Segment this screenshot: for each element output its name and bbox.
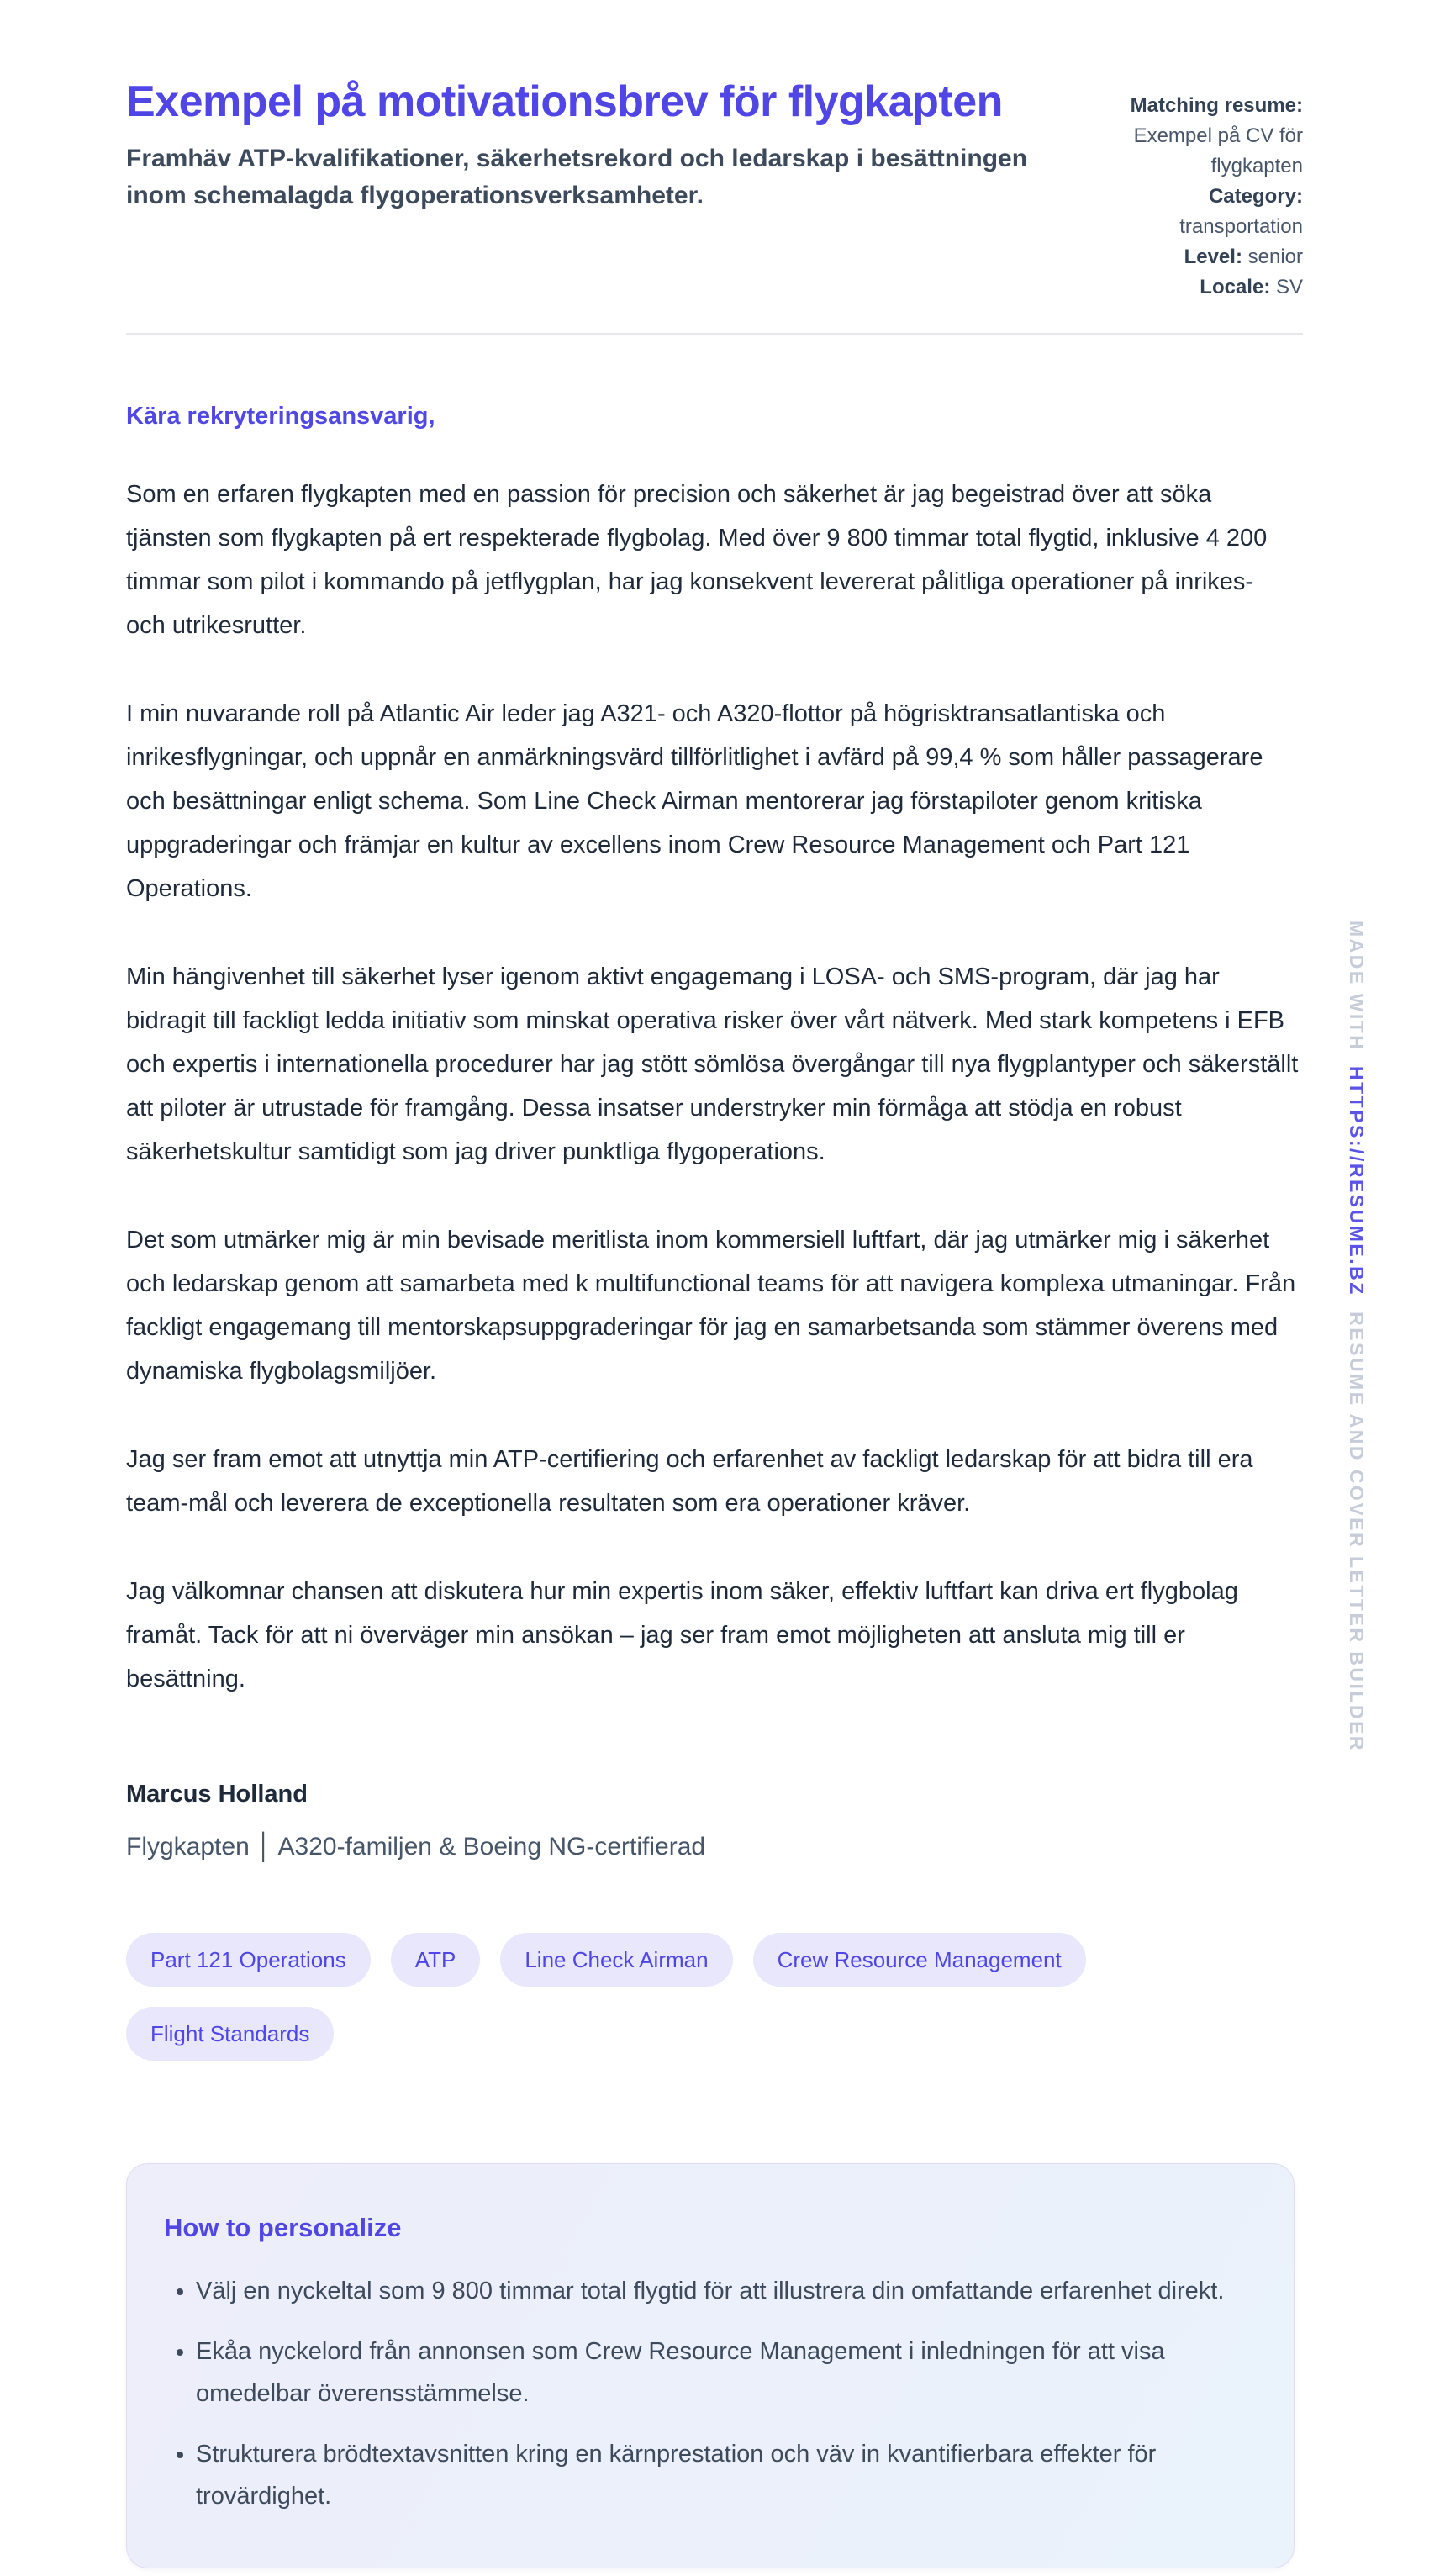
skill-tag: Flight Standards: [126, 2007, 334, 2061]
letter-paragraph-6: Jag välkomnar chansen att diskutera hur min expertis inom säker, effektiv luftfart kan driva ert flygbolag framåt. Tack för att ni överväger min ansökan – jag ser fram emot möjligheten att ansluta mig till er besättning.: [126, 1578, 1238, 1692]
personalize-bullet: • Strukturera brödtextavsnitten kring en kärnprestation och väv in kvantifierbara effekter för trovärdighet.: [196, 2433, 1253, 2517]
page-subtitle: Framhäv ATP-kvalifikationer, säkerhetsrekord och ledarskap i besättningen inom schemalagda flygoperationsverksamheter.: [126, 145, 1028, 209]
meta-level-value: senior: [1247, 245, 1303, 268]
page-title: Exempel på motivationsbrev för flygkapten: [126, 77, 1003, 126]
personalize-card: [126, 2163, 1295, 2568]
letter-paragraph-4: Det som utmärker mig är min bevisade meritlista inom kommersiell luftfart, där jag utmärker mig i säkerhet och ledarskap genom att samarbeta med k multifunctional teams för att navigera komplexa utmaningar. Från fackligt engagemang till mentorskapsuppgraderingar för jag en samarbetsanda som stämmer överens med dynamiska flygbolagsmiljöer.: [126, 1227, 1296, 1385]
header-divider: [126, 333, 1303, 335]
letter-paragraph-3: Min hängivenhet till säkerhet lyser igenom aktivt engagemang i LOSA- och SMS-program, där jag har bidragit till fackligt ledda initiativ som minskat operativa risker över vårt nätverk. Med stark kompetens i EFB och expertis i internationella procedurer har jag stött sömlösa övergångar till nya flygplantyper och säkerställt att piloter är utrustade för framgång. Dessa insatser understryker min förmåga att stödja en robust säkerhetskultur samtidigt som jag driver punktliga flygoperations.: [126, 963, 1299, 1165]
meta-matching-resume-label: Matching resume:: [1130, 94, 1303, 117]
watermark-link[interactable]: HTTPS://RESUME.BZ: [1346, 1066, 1368, 1297]
skill-tag: Part 121 Operations: [126, 1933, 371, 1987]
watermark-made-with: MADE WITH: [1346, 921, 1368, 1052]
meta-locale-row: [1041, 272, 1303, 303]
cover-letter-body: [126, 400, 1303, 1864]
signature-role: Flygkapten │ A320-familjen & Boeing NG-certifierad: [126, 1833, 706, 1861]
header: [126, 76, 1303, 303]
meta-level-label: Level:: [1184, 245, 1242, 268]
letter-paragraph-2: I min nuvarande roll på Atlantic Air leder jag A321- och A320-flottor på högrisktransatlantiska och inrikesflygningar, och uppnår en anmärkningsvärd tillförlitlighet i avfärd på 99,4 % som håller passagerare och besättningar enligt schema. Som Line Check Airman mentorerar jag förstapiloter genom kritiska uppgraderingar och främjar en kultur av excellens inom Crew Resource Management och Part 121 Operations.: [126, 700, 1263, 902]
skill-tag: Crew Resource Management: [753, 1933, 1086, 1987]
skill-tag: Line Check Airman: [500, 1933, 732, 1987]
meta-category-label: Category:: [1208, 185, 1303, 208]
meta-category-value: transportation: [1179, 215, 1303, 238]
personalize-heading: How to personalize: [164, 2213, 402, 2242]
letter-paragraph-1: Som en erfaren flygkapten med en passion för precision och säkerhet är jag begeistrad över att söka tjänsten som flygkapten på ert respekterade flygbolag. Med över 9 800 timmar total flygtid, inklusive 4 200 timmar som pilot i kommando på jetflygplan, har jag konsekvent levererat pålitliga operationer på inrikes- och utrikesrutter.: [126, 481, 1268, 639]
signature-name: Marcus Holland: [126, 1781, 308, 1808]
skill-tags: [126, 1933, 1303, 2061]
watermark: [1345, 921, 1368, 1752]
letter-paragraph-5: Jag ser fram emot att utnyttja min ATP-certifiering och erfarenhet av fackligt ledarskap för att bidra till era team-mål och leverera de exceptionella resultaten som era operationer kräver.: [126, 1446, 1253, 1517]
meta-locale-label: Locale:: [1200, 276, 1271, 298]
header-title-block: [126, 76, 1041, 214]
meta-level-row: [1041, 242, 1303, 272]
personalize-bullet-list: [164, 2270, 1253, 2517]
letter-greeting: Kära rekryteringsansvarig,: [126, 403, 435, 430]
meta-locale-value: SV: [1275, 276, 1303, 298]
skill-tag: ATP: [391, 1933, 481, 1987]
meta-panel: [1041, 76, 1303, 303]
personalize-bullet: • Välj en nyckeltal som 9 800 timmar total flygtid för att illustrera din omfattande erfarenhet direkt.: [196, 2270, 1253, 2312]
meta-matching-resume-value: Exempel på CV för flygkapten: [1133, 124, 1303, 177]
personalize-bullet: • Ekåa nyckelord från annonsen som Crew Resource Management i inledningen för att visa omedelbar överensstämmelse.: [196, 2331, 1253, 2415]
watermark-suffix: RESUME AND COVER LETTER BUILDER: [1346, 1312, 1368, 1753]
